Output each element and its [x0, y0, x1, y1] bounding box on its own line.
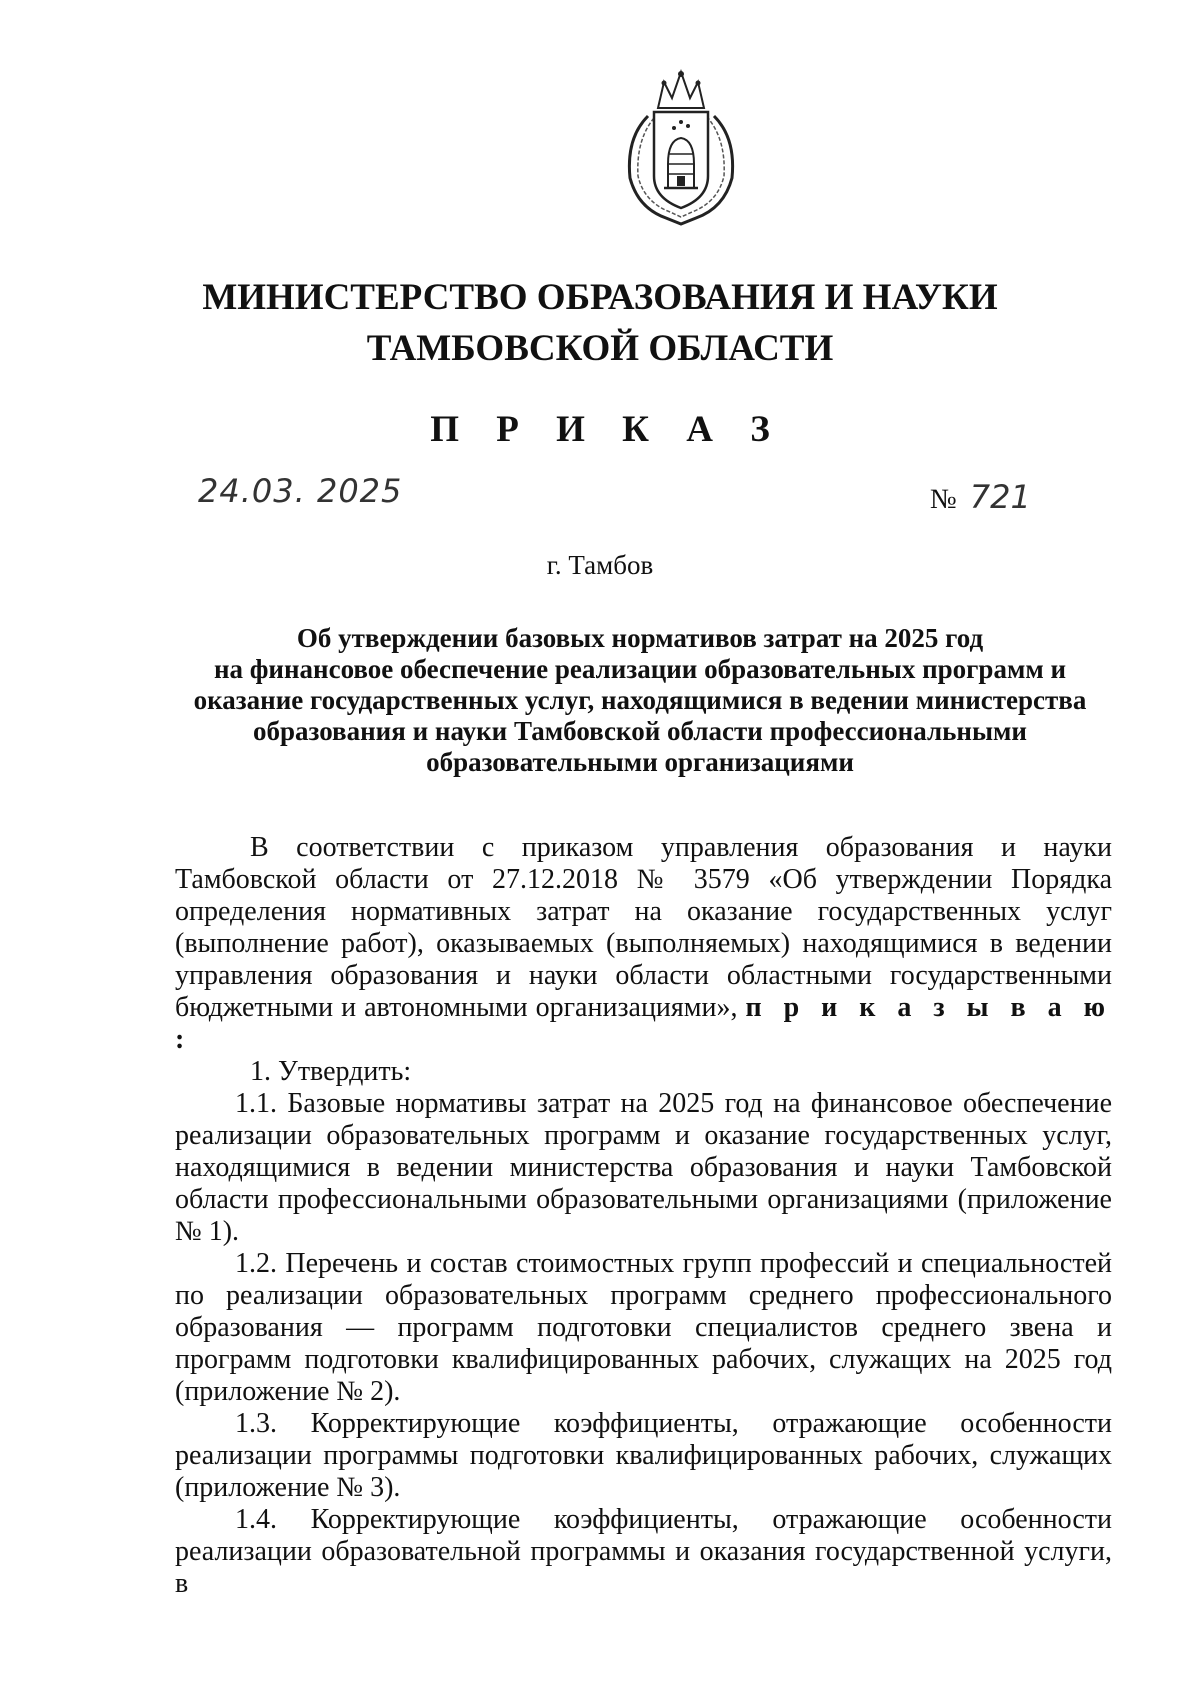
intro-text: В соответствии с приказом управления образования и науки Тамбовской области от 27.12.2018 № 3579 «Об утверждении Порядка определения нормативных затрат на оказание государственных услуг (выполнение работ), оказываемых (выполняемых) находящимися в ведении управления образования и науки области областными государственными бюджетными и автономными организациями»,	[175, 832, 1112, 1023]
subject-line3: оказание государственных услуг, находящимися в ведении министерства	[193, 685, 1087, 715]
document-type: П Р И К А З	[430, 409, 784, 450]
ministry-title	[0, 272, 1200, 374]
document-body	[175, 832, 1112, 1600]
subject-line1: Об утверждении базовых нормативов затрат на 2025 год	[296, 623, 984, 653]
item-1: 1. Утвердить:	[250, 1056, 412, 1087]
item-1-3: 1.3. Корректирующие коэффициенты, отражающие особенности реализации программы подготовки квалифицированных рабочих, служащих (приложение № 3).	[175, 1408, 1112, 1503]
handwritten-number: 721	[969, 478, 1031, 516]
coat-of-arms-icon	[618, 68, 744, 226]
city-line: г. Тамбов	[546, 550, 654, 580]
item-1-1: 1.1. Базовые нормативы затрат на 2025 год на финансовое обеспечение реализации образовательных программ и оказание государственных услуг, находящимися в ведении министерства образования и науки Тамбовской области профессиональными образовательными организациями (приложение № 1).	[175, 1088, 1112, 1247]
order-subject	[170, 623, 1110, 778]
subject-line5: образовательными организациями	[426, 747, 854, 777]
item-1-2: 1.2. Перечень и состав стоимостных групп профессий и специальностей по реализации образовательных программ среднего профессионального образования — программ подготовки специалистов среднего звена и программ подготовки квалифицированных рабочих, служащих на 2025 год (приложение № 2).	[175, 1248, 1112, 1407]
subject-line2: на финансовое обеспечение реализации образовательных программ и	[213, 654, 1067, 684]
ministry-title-line1: МИНИСТЕРСТВО ОБРАЗОВАНИЯ И НАУКИ	[202, 277, 998, 318]
order-number	[930, 478, 1031, 516]
number-label: №	[930, 484, 957, 515]
item-1-4: 1.4. Корректирующие коэффициенты, отражающие особенности реализации образовательной программы и оказания государственной услуги, в	[175, 1504, 1112, 1599]
handwritten-date: 24.03. 2025	[198, 472, 403, 510]
order-word: п р и к а з ы в а ю :	[175, 992, 1113, 1055]
subject-line4: образования и науки Тамбовской области профессиональными	[253, 716, 1027, 746]
intro-paragraph	[175, 832, 1112, 1056]
ministry-title-line2: ТАМБОВСКОЙ ОБЛАСТИ	[366, 328, 834, 369]
